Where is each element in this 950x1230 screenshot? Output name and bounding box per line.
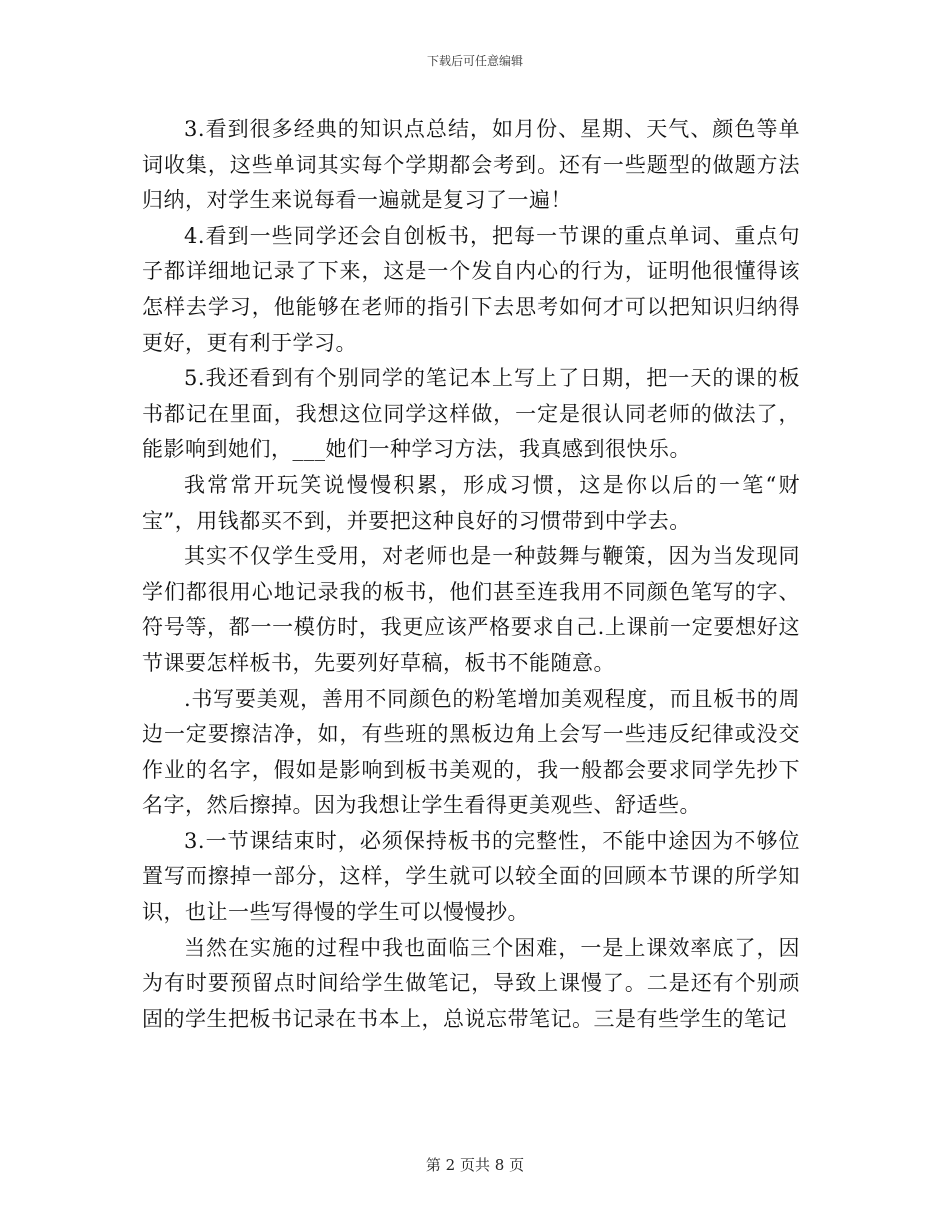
paragraph-8: 当然在实施的过程中我也面临三个困难，一是上课效率底了，因为有时要预留点时间给学生做笔记，导致上课慢了。二是还有个别顽固的学生把板书记录在书本上，总说忘带笔记。三是有些学生的笔记 bbox=[142, 935, 800, 1031]
paragraph-1: 3.看到很多经典的知识点总结，如月份、星期、天气、颜色等单词收集，这些单词其实每个学期都会考到。还有一些题型的做题方法归纳，对学生来说每看一遍就是复习了一遍！ bbox=[142, 117, 800, 213]
paragraph-7: 3.一节课结束时，必须保持板书的完整性，不能中途因为不够位置写而擦掉一部分，这样，学生就可以较全面的回顾本节课的所学知识，也让一些写得慢的学生可以慢慢抄。 bbox=[142, 828, 800, 925]
paragraph-5: 其实不仅学生受用，对老师也是一种鼓舞与鞭策，因为当发现同学们都很用心地记录我的板书，他们甚至连我用不同颜色笔写的字、符号等，都一一模仿时，我更应该严格要求自己.上课前一定要想好这节课要怎样板书，先要列好草稿，板书不能随意。 bbox=[142, 544, 800, 675]
paragraph-2: 4.看到一些同学还会自创板书，把每一节课的重点单词、重点句子都详细地记录了下来，这是一个发自内心的行为，证明他很懂得该怎样去学习，他能够在老师的指引下去思考如何才可以把知识归纳得更好，更有利于学习。 bbox=[142, 223, 800, 355]
page-footer: 第 2 页共 8 页 bbox=[425, 1156, 525, 1174]
paragraph-4: 我常常开玩笑说慢慢积累，形成习惯，这是你以后的一笔“财宝”，用钱都买不到，并要把这种良好的习惯带到中学去。 bbox=[142, 472, 800, 533]
paragraph-6: .书写要美观，善用不同颜色的粉笔增加美观程度，而且板书的周边一定要擦洁净，如，有些班的黑板边角上会写一些违反纪律或没交作业的名字，假如是影响到板书美观的，我一般都会要求同学先抄下名字，然后擦掉。因为我想让学生看得更美观些、舒适些。 bbox=[142, 686, 800, 818]
paragraph-3: 5.我还看到有个别同学的笔记本上写上了日期，把一天的课的板书都记在里面，我想这位同学这样做，一定是很认同老师的做法了，能影响到她们，___她们一种学习方法，我真感到很快乐。 bbox=[142, 366, 800, 462]
page-header: 下载后可任意编辑 bbox=[426, 54, 523, 68]
body-text bbox=[142, 112, 800, 1037]
